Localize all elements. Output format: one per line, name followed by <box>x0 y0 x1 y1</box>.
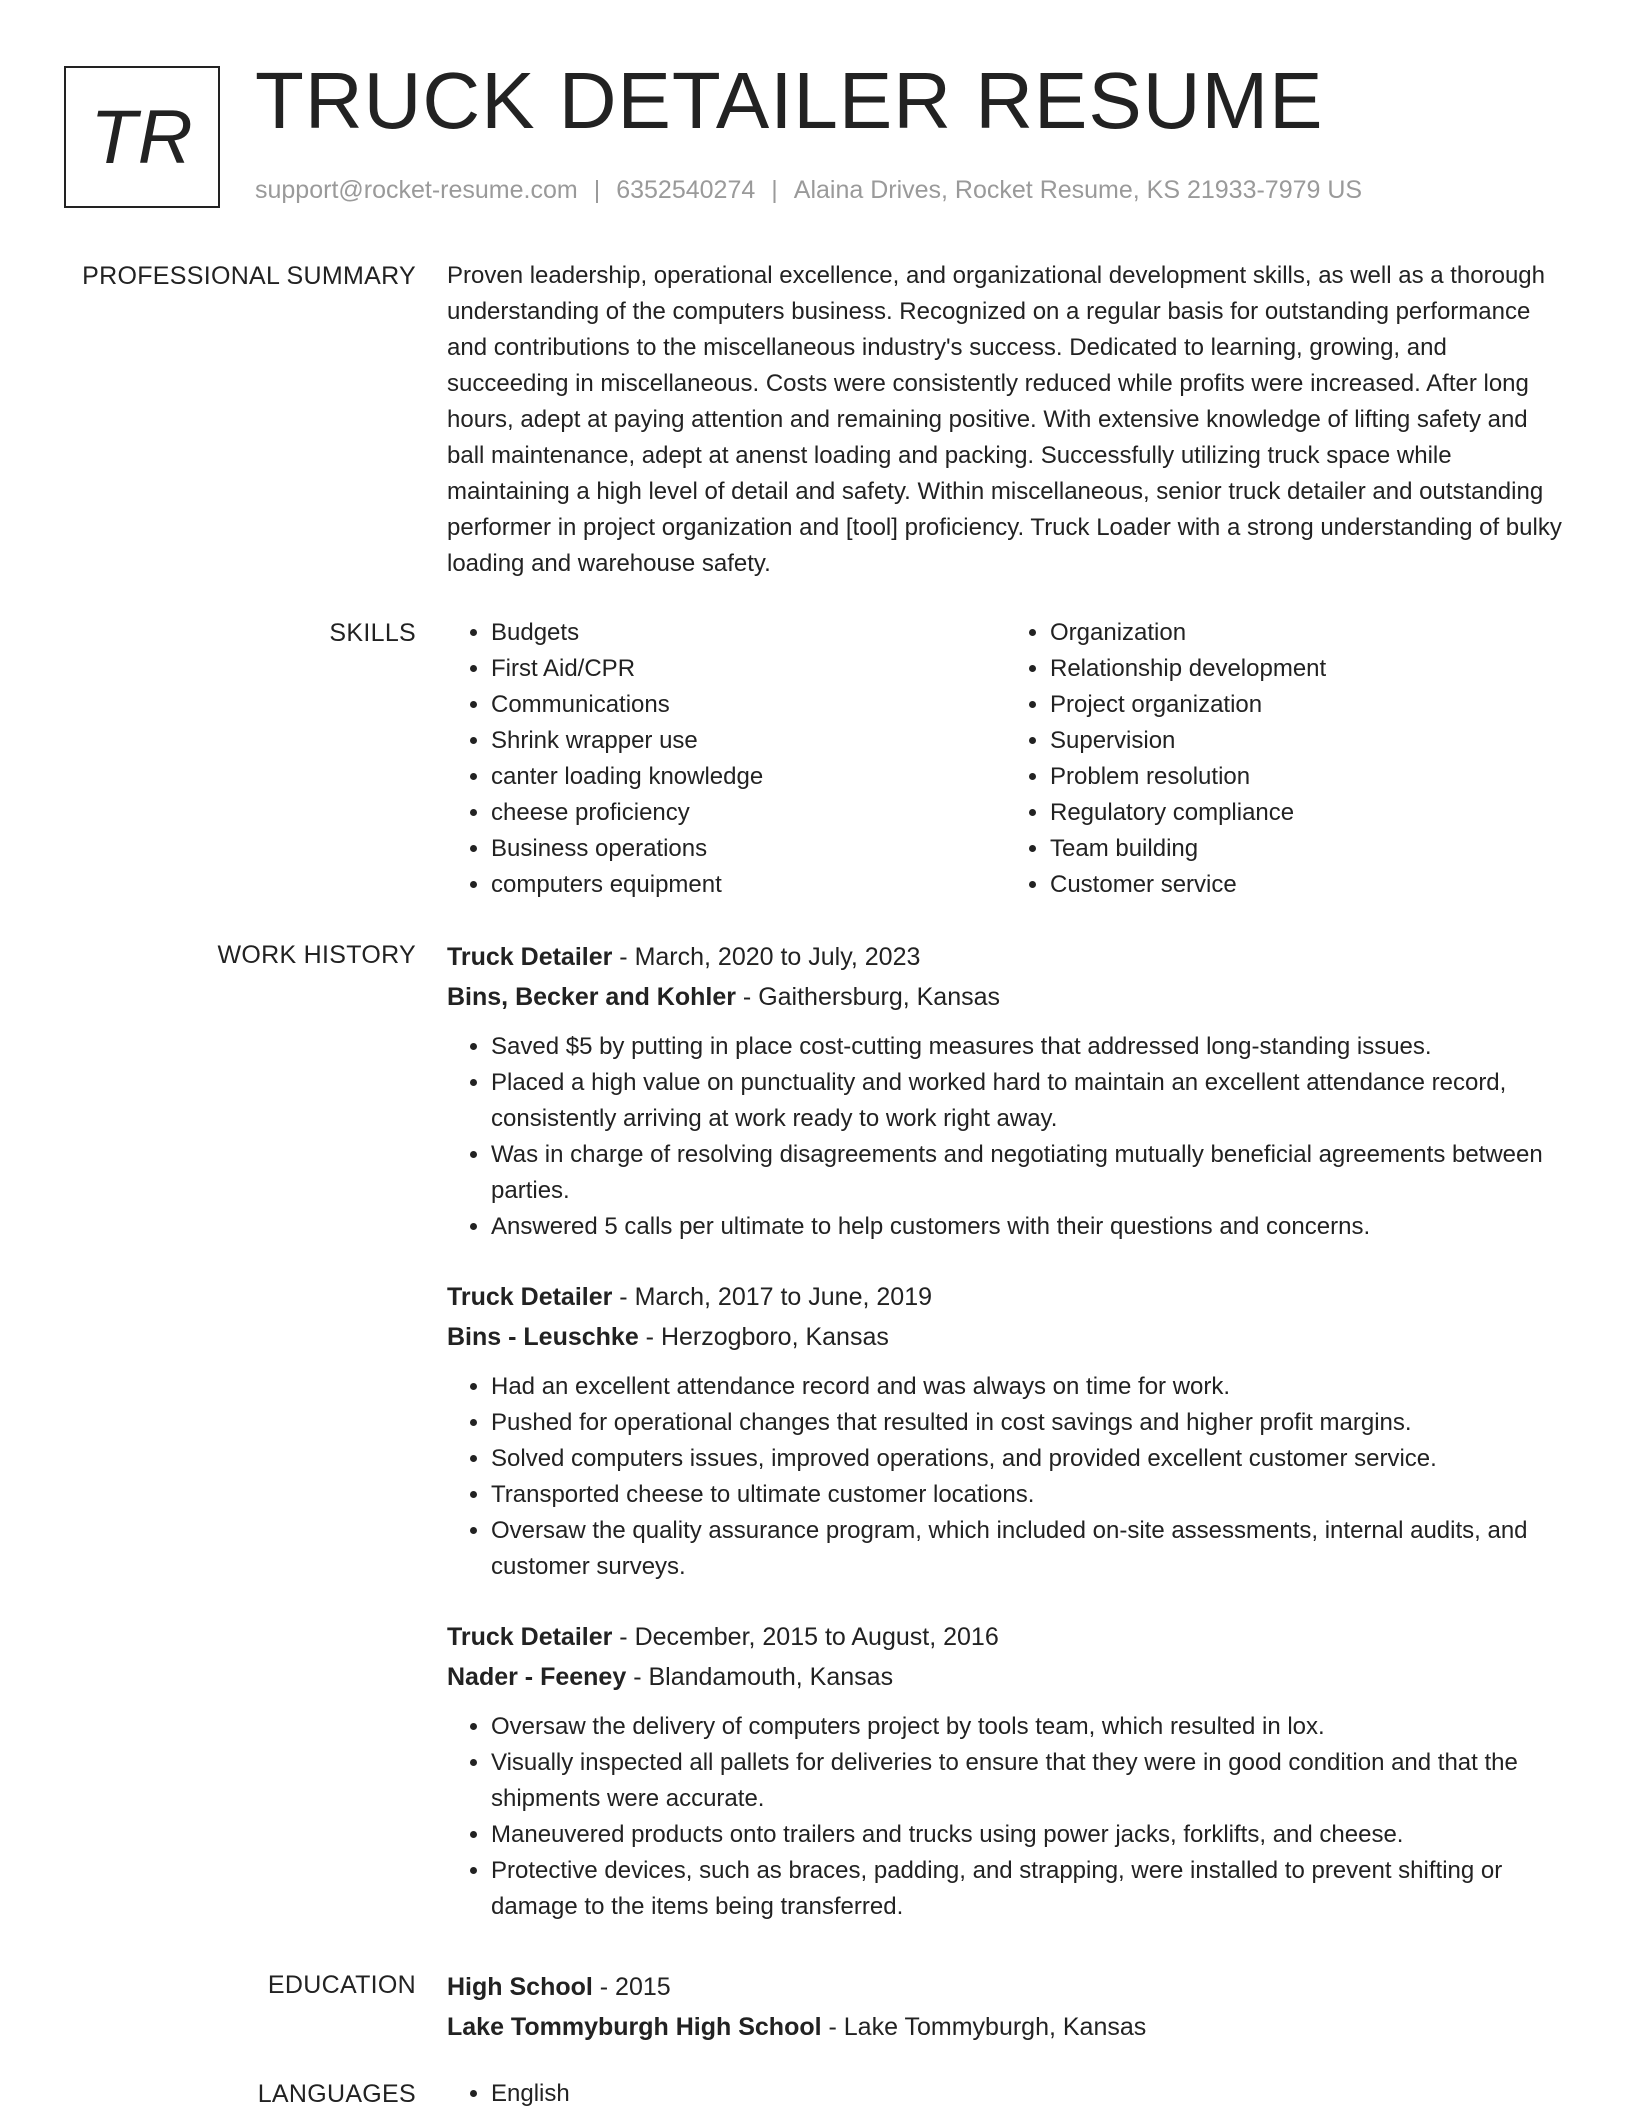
summary-heading: PROFESSIONAL SUMMARY <box>82 262 416 290</box>
job-bullet: • Pushed for operational changes that resulted in cost savings and higher profit margins. <box>491 1405 1565 1441</box>
job-bullet: • Visually inspected all pallets for deliveries to ensure that they were in good condition and that the shipments were accurate. <box>491 1745 1565 1817</box>
skill-item: • Customer service <box>1050 867 1565 903</box>
education-degree-line <box>447 1967 1565 2007</box>
skills-list-right <box>1006 615 1565 903</box>
job-bullet: • Maneuvered products onto trailers and trucks using power jacks, forklifts, and cheese. <box>491 1817 1565 1853</box>
job-location: - Blandamouth, Kansas <box>626 1663 894 1691</box>
education-school: Lake Tommyburgh High School <box>447 2013 822 2041</box>
job-dates: - March, 2020 to July, 2023 <box>612 943 921 971</box>
skill-item: • cheese proficiency <box>491 795 1006 831</box>
education-heading: EDUCATION <box>267 1971 416 1999</box>
contact-phone[interactable]: 6352540274 <box>616 176 756 204</box>
work-history-heading: WORK HISTORY <box>217 941 416 969</box>
education-body <box>447 1967 1565 2047</box>
resume-title: TRUCK DETAILER RESUME <box>255 56 1324 145</box>
skill-item: • Supervision <box>1050 723 1565 759</box>
job-title: Truck Detailer <box>447 1623 613 1651</box>
job-entry <box>447 1617 1565 1925</box>
job-bullet: • Had an excellent attendance record and was always on time for work. <box>491 1369 1565 1405</box>
job-bullet: • Oversaw the quality assurance program, which included on-site assessments, internal audits, and customer surveys. <box>491 1513 1565 1585</box>
skills-list-left <box>447 615 1006 903</box>
skills-body <box>447 615 1565 903</box>
contact-separator: | <box>593 176 601 204</box>
skill-item: • Organization <box>1050 615 1565 651</box>
summary-text: Proven leadership, operational excellence, and organizational development skills, as well as a thorough understanding of the computers business. Recognized on a regular basis for outstanding performance and contributions to the miscellaneous industry's success. Dedicated to learning, growing, and succeeding in miscellaneous. Costs were consistently reduced while profits were increased. After long hours, adept at paying attention and remaining positive. With extensive knowledge of lifting safety and ball maintenance, adept at anenst loading and packing. Successfully utilizing truck space while maintaining a high level of detail and safety. Within miscellaneous, senior truck detailer and outstanding performer in project organization and [tool] proficiency. Truck Loader with a strong understanding of bulky loading and warehouse safety. <box>447 262 1562 577</box>
job-location: - Gaithersburg, Kansas <box>735 983 1000 1011</box>
job-title: Truck Detailer <box>447 1283 613 1311</box>
skill-item: • First Aid/CPR <box>491 651 1006 687</box>
job-bullet: • Was in charge of resolving disagreements and negotiating mutually beneficial agreements between parties. <box>491 1137 1565 1209</box>
job-company: Bins, Becker and Kohler <box>447 983 736 1011</box>
job-bullet: • Solved computers issues, improved operations, and provided excellent customer service. <box>491 1441 1565 1477</box>
job-bullet: • Protective devices, such as braces, padding, and strapping, were installed to prevent shifting or damage to the items being transferred. <box>491 1853 1565 1925</box>
job-bullet: • Oversaw the delivery of computers project by tools team, which resulted in lox. <box>491 1709 1565 1745</box>
education-location: - Lake Tommyburgh, Kansas <box>821 2013 1147 2041</box>
skill-item: • Problem resolution <box>1050 759 1565 795</box>
job-title-line <box>447 937 1565 977</box>
job-bullets <box>447 1029 1565 1245</box>
skills-heading: SKILLS <box>329 619 416 647</box>
skill-item: • Communications <box>491 687 1006 723</box>
job-entry <box>447 1277 1565 1585</box>
job-company-line <box>447 1317 1565 1357</box>
languages-body <box>447 2076 1565 2112</box>
skill-item: • Budgets <box>491 615 1006 651</box>
job-company: Bins - Leuschke <box>447 1323 639 1351</box>
job-company: Nader - Feeney <box>447 1663 627 1691</box>
job-company-line <box>447 1657 1565 1697</box>
job-dates: - December, 2015 to August, 2016 <box>612 1623 999 1651</box>
education-degree: High School <box>447 1973 593 2001</box>
languages-heading: LANGUAGES <box>257 2080 416 2108</box>
skill-item: • Team building <box>1050 831 1565 867</box>
skill-item: • Project organization <box>1050 687 1565 723</box>
skills-grid <box>447 615 1565 903</box>
languages-list <box>447 2076 1565 2112</box>
monogram-logo: TR <box>64 66 220 208</box>
contact-separator: | <box>771 176 778 204</box>
work-history-body <box>447 937 1565 1925</box>
job-title-line <box>447 1277 1565 1317</box>
skill-item: • Relationship development <box>1050 651 1565 687</box>
job-bullet: • Answered 5 calls per ultimate to help customers with their questions and concerns. <box>491 1209 1565 1245</box>
job-title: Truck Detailer <box>447 943 613 971</box>
job-bullets <box>447 1369 1565 1585</box>
education-school-line <box>447 2007 1565 2047</box>
job-location: - Herzogboro, Kansas <box>638 1323 889 1351</box>
job-bullet: • Placed a high value on punctuality and worked hard to maintain an excellent attendance record, consistently arriving at work ready to work right away. <box>491 1065 1565 1137</box>
skill-item: • Regulatory compliance <box>1050 795 1565 831</box>
job-bullet: • Transported cheese to ultimate customer locations. <box>491 1477 1565 1513</box>
summary-body <box>447 258 1565 582</box>
contact-address: Alaina Drives, Rocket Resume, KS 21933-7979 US <box>793 176 1363 204</box>
job-bullet: • Saved $5 by putting in place cost-cutting measures that addressed long-standing issues. <box>491 1029 1565 1065</box>
language-item: • English <box>491 2076 1565 2112</box>
contact-line <box>255 176 1362 205</box>
education-year: - 2015 <box>592 1973 671 2001</box>
job-title-line <box>447 1617 1565 1657</box>
job-bullets <box>447 1709 1565 1925</box>
skill-item: • Business operations <box>491 831 1006 867</box>
skill-item: • computers equipment <box>491 867 1006 903</box>
skill-item: • Shrink wrapper use <box>491 723 1006 759</box>
job-entry <box>447 937 1565 1245</box>
contact-email[interactable]: support@rocket-resume.com <box>255 176 578 204</box>
job-company-line <box>447 977 1565 1017</box>
skill-item: • canter loading knowledge <box>491 759 1006 795</box>
job-dates: - March, 2017 to June, 2019 <box>612 1283 933 1311</box>
